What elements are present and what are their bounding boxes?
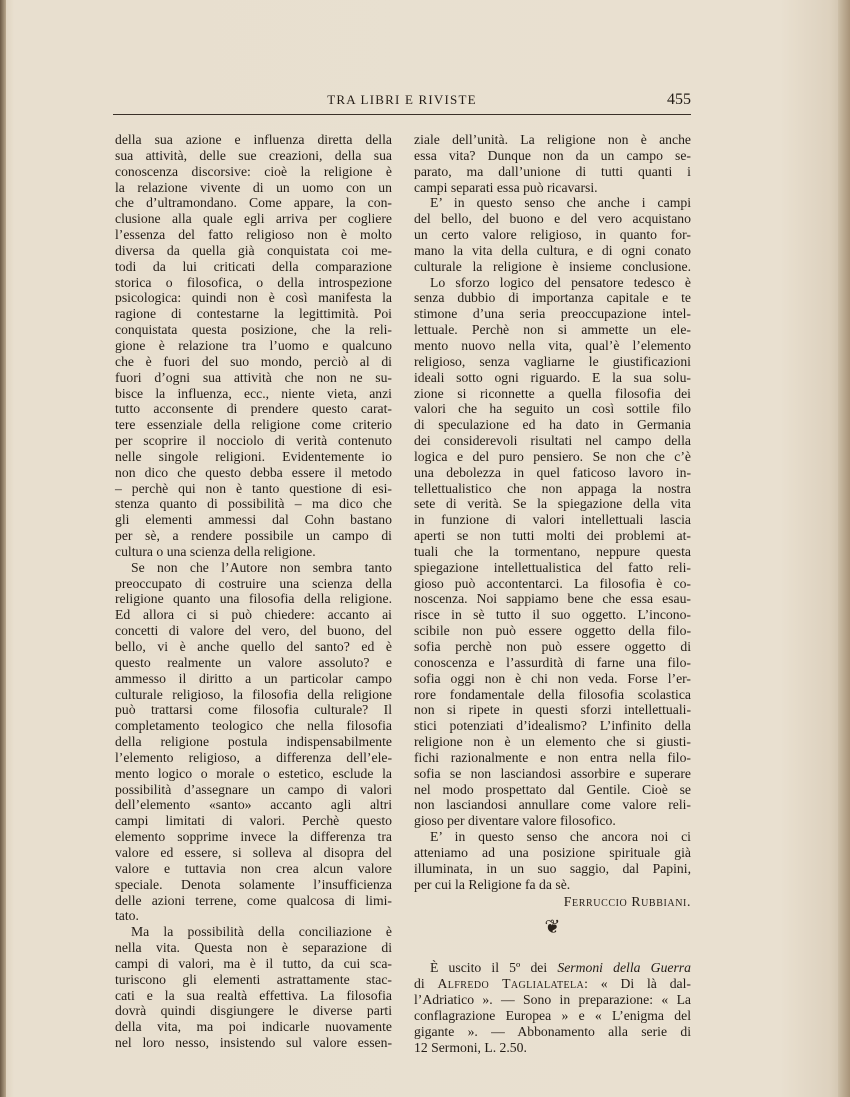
text-line: – perchè qui non è tanto questione di esi- [115, 480, 392, 496]
text-line: della sua azione e influenza diretta della [115, 132, 392, 147]
text-line: valore e tuttavia non crea alcun valore [115, 860, 392, 876]
text-line: clusione alla quale egli arriva per cogliere [115, 211, 392, 227]
text-line: nella vita. Questa non è separazione di [115, 940, 392, 956]
notice-text: È uscito il 5º dei [430, 960, 558, 976]
text-line: cultura o una scienza della religione. [115, 543, 316, 559]
text-line: può trattarsi come filosofia culturale? Il [115, 702, 392, 718]
page-edge [838, 0, 850, 1097]
notice-author: Alfredo Taglialatela [437, 976, 585, 992]
text-line: elemento sopprime invece la differenza tra [115, 829, 392, 845]
text-line: parato, ma dall’unione di tutti quanti i [414, 163, 691, 179]
text-line: senza dubbio di importanza capitale e te [414, 290, 691, 306]
text-line: Se non che l’Autore non sembra tanto [131, 559, 392, 575]
text-line: nelle singole religioni. Evidentemente io [115, 448, 392, 464]
text-line: speciale. Denota solamente l’insufficienza [115, 876, 392, 892]
text-line: diversa da quella già conquistata coi me- [115, 242, 392, 258]
text-line: sua attività, delle sue creazioni, della sua [115, 147, 392, 163]
header-rule [113, 114, 691, 115]
text-line: preoccupato di costruire una scienza della [115, 575, 392, 591]
text-line: Lo sforzo logico del pensatore tedesco è [430, 274, 691, 290]
text-line: possibilità d’assegnare un campo di valori [115, 781, 392, 797]
text-line: tellettualistico che non appaga la nostra [414, 480, 691, 496]
text-line: gione è relazione tra l’uomo e qualcuno [115, 337, 392, 353]
text-line: culturale la religione è insieme conclusione. [414, 258, 691, 274]
text-line: in funzione di valori intellettuali lascia [414, 512, 691, 528]
text-line: sofia se non lasciandosi assorbire e superare [414, 765, 691, 781]
text-line: conoscenza e l’assurdità di farne una filo- [414, 654, 691, 670]
text-line: dovrà quindi disgiungere le diverse parti [115, 1003, 392, 1019]
text-line: risce in sè tutto il suo oggetto. L’incono- [414, 607, 691, 623]
text-line: gioso può accontentarci. La filosofia è co- [414, 575, 691, 591]
text-line: fuori d’ogni sua attività che non ne su- [115, 369, 392, 385]
text-line: una debolezza in quel faticoso lavoro in- [414, 464, 691, 480]
text-line: conquistata questa posizione, che la reli- [115, 322, 392, 338]
text-line: della vita, ma poi indicarle nuovamente [115, 1019, 392, 1035]
text-line: completamento teologico che nella filosofia [115, 718, 392, 734]
text-line: Ed allora ci si può chiedere: accanto ai [115, 607, 392, 623]
fleuron-icon: ❦ [544, 917, 561, 939]
text-line: non lasciandosi annullare come valore reli- [414, 797, 691, 813]
text-line: per sè, a rendere possibile un campo di [115, 528, 392, 544]
notice-line [414, 976, 691, 992]
text-line: mento logico o morale o estetico, esclude la [115, 765, 392, 781]
text-line: mento nuovo nella vita, qual’è l’elemento [414, 337, 691, 353]
text-line: tuali che la tormentano, neppure questa [414, 543, 691, 559]
notice-text: di [414, 976, 438, 992]
text-line: spiegazione intellettualistica del fatto reli- [414, 559, 691, 575]
text-line: fichi razionalmente e non entra nella filo- [414, 749, 691, 765]
text-line: per cui la Religione fa da sè. [414, 876, 571, 892]
text-line: nel loro nesso, insistendo sul valore essen- [115, 1035, 392, 1051]
text-line: illuminata, in un suo saggio, dal Papini, [414, 860, 691, 876]
text-line: religione quanto una filosofia della religione. [115, 591, 392, 607]
text-line: campi di valori, ma è il tutto, da cui sca- [115, 955, 392, 971]
text-line: stenza quanto di possibilità – ma dico che [115, 496, 392, 512]
text-line: valori che ha seguito un così sottile filo [414, 401, 691, 417]
text-line: gioso per diventare valore filosofico. [414, 813, 616, 829]
text-line: Ma la possibilità della conciliazione è [131, 924, 392, 940]
text-line: psicologica: quindi non è così manifesta la [115, 290, 392, 306]
text-line: atteniamo ad una posizione spirituale già [414, 844, 691, 860]
text-line: rore fondamentale della filosofia scolastica [414, 686, 691, 702]
text-line: dei considerevoli risultati nel campo della [414, 433, 691, 449]
text-line: conoscenza discorsive: cioè la religione è [115, 163, 392, 179]
text-line: della religione postula indispensabilmente [115, 734, 392, 750]
text-line: nel modo prospettato dal Gentile. Cioè se [414, 781, 691, 797]
text-line: turiscono gli elementi astrattamente stac- [115, 971, 392, 987]
notice-text: : « Di là dal- [584, 976, 691, 992]
text-line: mano la vita della cultura, e di ogni conato [414, 242, 691, 258]
text-line: dell’elemento «santo» accanto agli altri [115, 797, 392, 813]
text-line: religioso, senza vagliarne le giustificazioni [414, 353, 691, 369]
text-line: per scoprire il nocciolo di verità contenuto [115, 433, 392, 449]
text-line: tato. [115, 908, 139, 924]
text-line: sofia oggi non è chi non veda. Forse l’er- [414, 670, 691, 686]
text-line: un certo valore religioso, in quanto for- [414, 227, 691, 243]
text-line: valore ed essere, si solleva al disopra del [115, 844, 392, 860]
running-title: TRA LIBRI E RIVISTE [327, 92, 477, 107]
notice-line: l’Adriatico ». — Sono in preparazione: « La [414, 992, 691, 1008]
text-line: non si ripete in questi sforzi intellettuali- [414, 702, 691, 718]
text-line: campi limitati di valori. Perchè questo [115, 813, 392, 829]
left-column [115, 132, 392, 1051]
text-line: tere essenziale della religione come criterio [115, 417, 392, 433]
text-line: stimone d’una seria preoccupazione intel- [414, 306, 691, 322]
text-line: tutto acconsente di prendere questo carat- [115, 401, 392, 417]
text-line: sete di verità. Se la spiegazione della vita [414, 496, 691, 512]
text-line: stici potenziati d’idealismo? L’infinito della [414, 718, 691, 734]
text-line: religione non è un elemento che si giusti- [414, 734, 691, 750]
text-line: di speculazione ed ha dato in Germania [414, 417, 691, 433]
text-line: del bello, del buono e del vero acquistano [414, 211, 691, 227]
notice-book-title: Sermoni della Guerra [557, 960, 691, 976]
text-line: scibile non può essere oggetto della filo- [414, 623, 691, 639]
text-line: storica o filosofica, o della introspezione [115, 274, 392, 290]
text-line: bisce la influenza, ecc., niente vieta, anzi [115, 385, 392, 401]
right-column [414, 132, 691, 1055]
text-line: la relazione vivente di un uomo con un [115, 179, 392, 195]
text-line: ideali sotto ogni riguardo. E la sua solu- [414, 369, 691, 385]
notice-line: gigante ». — Abbonamento alla serie di [414, 1023, 691, 1039]
text-line: gli elementi ammessi dal Cohn bastano [115, 512, 392, 528]
text-line: bello, vi è anche quello del santo? ed è [115, 639, 392, 654]
notice-line: 12 Sermoni, L. 2.50. [414, 1039, 527, 1055]
text-line: noscenza. Noi sappiamo bene che essa esau- [414, 591, 691, 607]
author-signature: Ferruccio Rubbiani. [563, 893, 691, 909]
running-head [113, 92, 691, 112]
text-line: todi da lui criticati della comparazione [115, 258, 392, 274]
text-line: che è fuori del suo mondo, perciò al di [115, 353, 392, 369]
text-line: E’ in questo senso che anche i campi [430, 195, 691, 211]
notice-line: conflagrazione Europea » e « L’enigma del [414, 1007, 691, 1023]
text-line: culturale religioso, la filosofia della religione [115, 686, 392, 702]
text-line: logica e del puro pensiero. Se non che c’è [414, 448, 691, 464]
text-line: campi separati essa può ricavarsi. [414, 179, 598, 195]
binding-edge [0, 0, 6, 1097]
text-line: aperti se non tutti molti dei problemi at- [414, 528, 691, 544]
publication-notice [414, 960, 691, 1055]
text-line: questo realmente un valore assoluto? e [115, 654, 392, 670]
notice-line [414, 960, 691, 976]
text-line: non dico che questo debba essere il metodo [115, 464, 392, 480]
text-line: ziale dell’unità. La religione non è anche [414, 132, 691, 147]
text-line: sofia perchè non può essere oggetto di [414, 639, 691, 654]
text-line: l’elemento religioso, a differenza dell’ele- [115, 749, 392, 765]
text-line: cati e la sua realtà effettiva. La filosofia [115, 987, 392, 1003]
text-line: essa vita? Dunque non da un campo se- [414, 147, 691, 163]
text-line: zione si riconnette a quella filosofia dei [414, 385, 691, 401]
text-line: che d’ultramondano. Come appare, la con- [115, 195, 392, 211]
text-line: E’ in questo senso che ancora noi ci [430, 829, 691, 845]
text-line: l’essenza del fatto religioso non è molto [115, 227, 392, 243]
text-line: concetti di valore del vero, del buono, del [115, 623, 392, 639]
page-number: 455 [667, 91, 691, 108]
text-line: ammesso il diritto a un particolar campo [115, 670, 392, 686]
text-line: ragione di contestarne la legittimità. Poi [115, 306, 392, 322]
text-line: delle azioni terrene, come qualcosa di limi- [115, 892, 392, 908]
text-line: lettuale. Perchè non si ammette un ele- [414, 322, 691, 338]
